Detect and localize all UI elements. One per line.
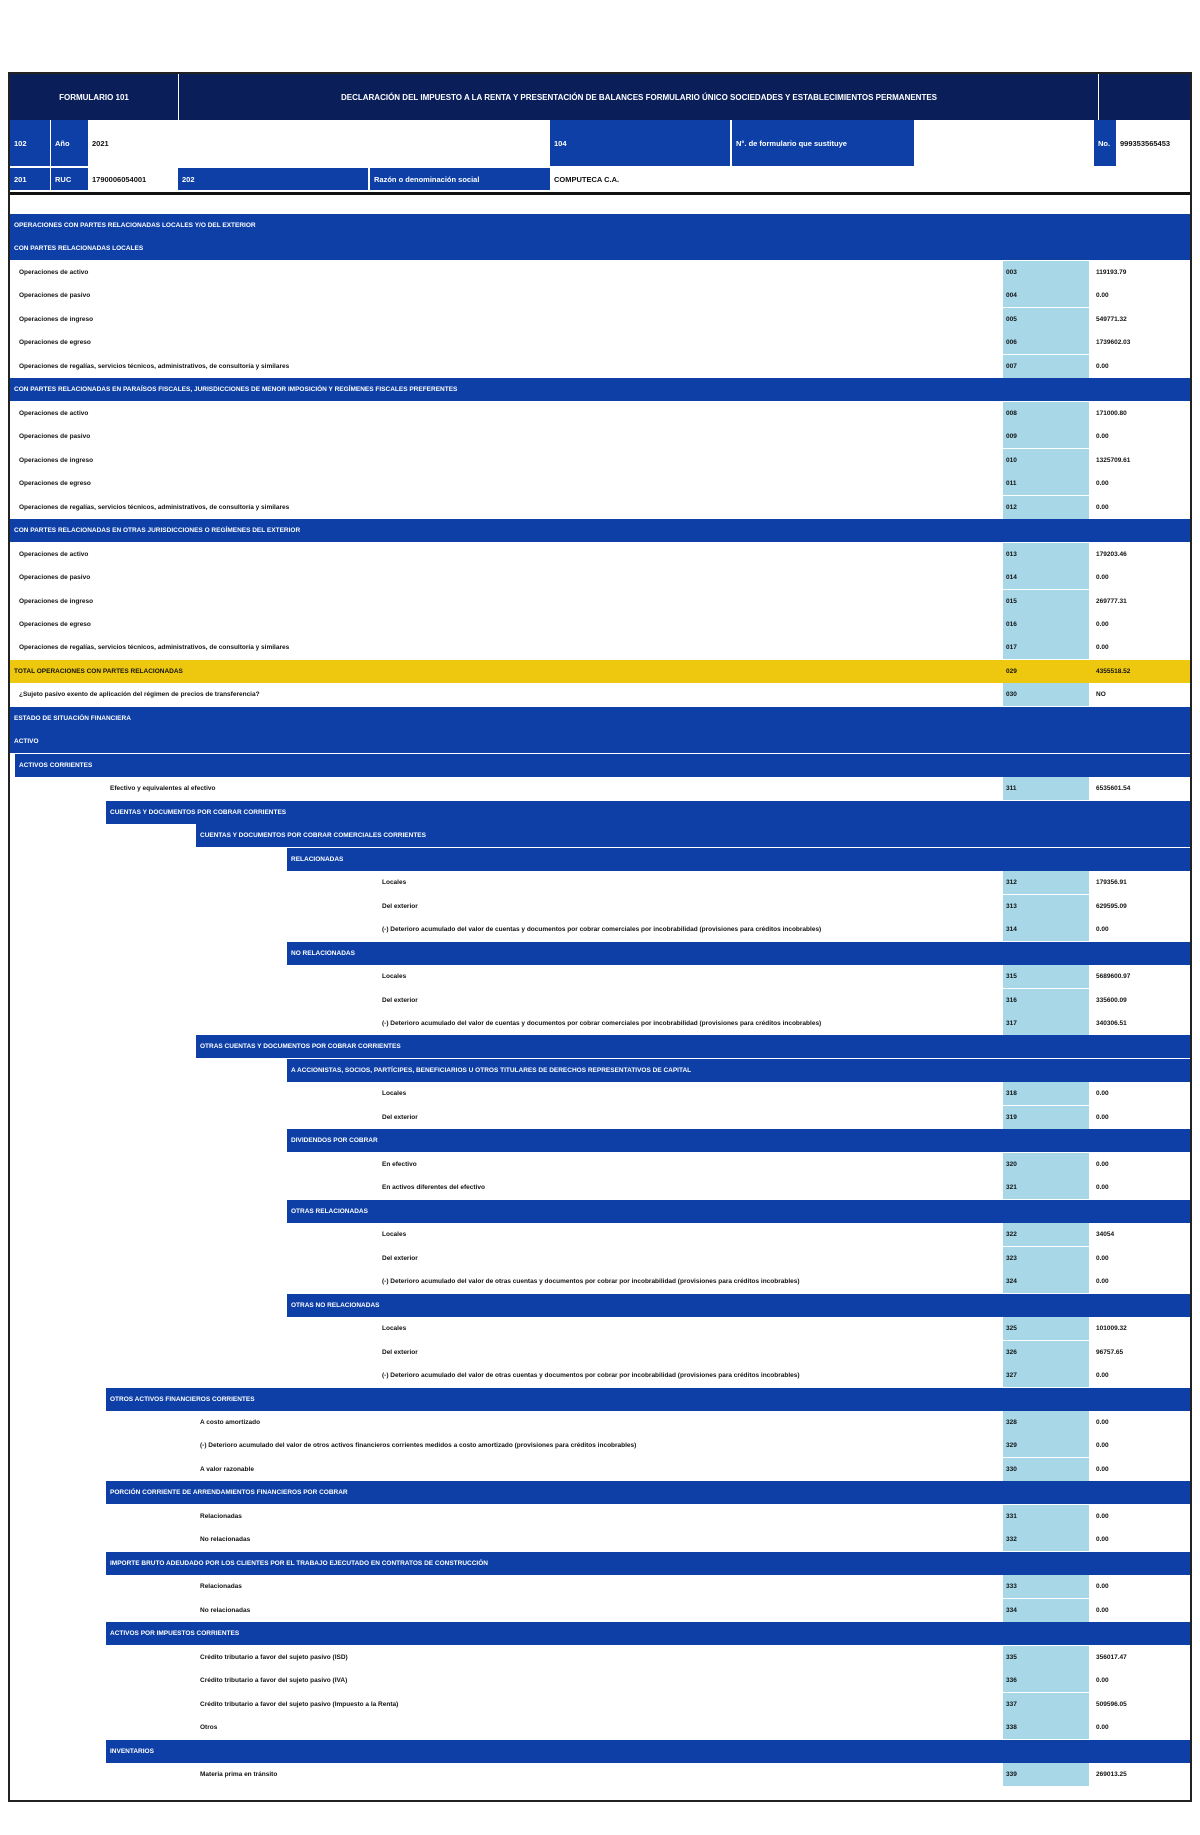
item-label: Del exterior xyxy=(382,902,418,910)
line-item-row xyxy=(10,871,1190,894)
code-104: 104 xyxy=(550,120,730,166)
field-value[interactable]: 340306.51 xyxy=(1096,1019,1127,1027)
section-header-row xyxy=(10,707,1190,730)
section-label: OTRAS CUENTAS Y DOCUMENTOS POR COBRAR CORRIENTES xyxy=(196,1035,1190,1058)
form-title: DECLARACIÓN DEL IMPUESTO A LA RENTA Y PRESENTACIÓN DE BALANCES FORMULARIO ÚNICO SOCIEDADES Y ESTABLECIMIENTOS PERMANENTES xyxy=(340,92,938,102)
section-header-row xyxy=(10,1622,1190,1645)
field-value[interactable]: 509596.05 xyxy=(1096,1700,1127,1708)
field-value[interactable]: 0.00 xyxy=(1096,1677,1109,1685)
field-code: 317 xyxy=(1003,1012,1089,1035)
section-label: ACTIVO xyxy=(10,730,1190,753)
field-code: 012 xyxy=(1003,496,1089,519)
item-label: Operaciones de egreso xyxy=(19,339,91,347)
line-item-row xyxy=(10,472,1190,495)
code-201: 201 xyxy=(10,168,50,190)
line-item-row xyxy=(10,1575,1190,1598)
line-item-row xyxy=(10,331,1190,354)
field-value[interactable]: 0.00 xyxy=(1096,292,1109,300)
field-value[interactable]: 0.00 xyxy=(1096,1583,1109,1591)
field-value[interactable]: 34054 xyxy=(1096,1231,1115,1239)
field-code: 321 xyxy=(1003,1176,1089,1199)
item-label: Locales xyxy=(382,1090,407,1098)
section-header-row xyxy=(10,1294,1190,1317)
field-code: 319 xyxy=(1003,1106,1089,1129)
line-item-row xyxy=(10,1223,1190,1246)
section-header-row xyxy=(10,519,1190,542)
item-label: Operaciones de activo xyxy=(19,550,89,558)
field-code: 030 xyxy=(1003,683,1089,706)
section-header-row xyxy=(10,754,1190,777)
replaced-form-number-label: N°. de formulario que sustituye xyxy=(730,120,914,166)
field-code: 314 xyxy=(1003,918,1089,941)
line-item-row xyxy=(10,543,1190,566)
item-label: Locales xyxy=(382,1325,407,1333)
section-header-row xyxy=(10,1059,1190,1082)
item-label: (-) Deterioro acumulado del valor de otras cuentas y documentos por cobrar por incobrabilidad (provisiones para créditos incobrables) xyxy=(382,1278,800,1286)
field-value[interactable]: 0.00 xyxy=(1096,1536,1109,1544)
field-value[interactable]: 0.00 xyxy=(1096,362,1109,370)
section-header-row xyxy=(10,1481,1190,1504)
field-code: 005 xyxy=(1003,308,1089,331)
field-code: 316 xyxy=(1003,989,1089,1012)
field-code: 009 xyxy=(1003,425,1089,448)
item-label: No relacionadas xyxy=(200,1606,251,1614)
field-code: 333 xyxy=(1003,1575,1089,1598)
item-label: (-) Deterioro acumulado del valor de cuentas y documentos por cobrar comerciales por incobrabilidad (provisiones para créditos incobrables) xyxy=(382,926,822,934)
line-item-row xyxy=(10,918,1190,941)
item-label: Operaciones de activo xyxy=(19,409,89,417)
field-value[interactable]: 0.00 xyxy=(1096,1090,1109,1098)
field-value[interactable]: 0.00 xyxy=(1096,926,1109,934)
year-label: Año xyxy=(50,120,88,166)
razon-social-label: Razón o denominación social xyxy=(368,168,550,190)
field-value[interactable]: 6535601.54 xyxy=(1096,785,1131,793)
line-item-row xyxy=(10,1341,1190,1364)
item-label: Efectivo y equivalentes al efectivo xyxy=(110,785,216,793)
line-item-row xyxy=(10,989,1190,1012)
line-item-row xyxy=(10,1270,1190,1293)
item-label: (-) Deterioro acumulado del valor de otros activos financieros corrientes medidos a costo amortizado (provisiones para créditos incobrables) xyxy=(200,1442,637,1450)
field-value[interactable]: 0.00 xyxy=(1096,1724,1109,1732)
section-label: CON PARTES RELACIONADAS EN OTRAS JURISDICCIONES O REGÍMENES DEL EXTERIOR xyxy=(10,519,1190,542)
section-label: INVENTARIOS xyxy=(106,1740,1190,1763)
item-label: Materia prima en tránsito xyxy=(200,1771,278,1779)
item-label: Del exterior xyxy=(382,1254,418,1262)
replaced-form-number-field[interactable] xyxy=(914,120,1094,166)
section-header-row xyxy=(10,1129,1190,1152)
code-202: 202 xyxy=(178,168,368,190)
field-value[interactable]: 0.00 xyxy=(1096,1512,1109,1520)
header-year-row xyxy=(10,120,1190,166)
field-code: 014 xyxy=(1003,566,1089,589)
section-header-row xyxy=(10,237,1190,260)
section-header-row xyxy=(10,1552,1190,1575)
item-label: Otros xyxy=(200,1724,218,1732)
field-code: 326 xyxy=(1003,1341,1089,1364)
field-code: 323 xyxy=(1003,1247,1089,1270)
field-code: 006 xyxy=(1003,331,1089,354)
field-code: 312 xyxy=(1003,871,1089,894)
field-code: 029 xyxy=(1003,660,1089,683)
item-label: Relacionadas xyxy=(200,1583,242,1591)
line-item-row xyxy=(10,284,1190,307)
section-header-row xyxy=(10,730,1190,753)
line-item-row xyxy=(10,1646,1190,1669)
line-item-row xyxy=(10,261,1190,284)
line-item-row xyxy=(10,402,1190,425)
item-label: A valor razonable xyxy=(200,1465,254,1473)
line-item-row xyxy=(10,425,1190,448)
section-header-row xyxy=(10,801,1190,824)
field-code: 008 xyxy=(1003,402,1089,425)
section-header-row xyxy=(10,824,1190,847)
line-item-row xyxy=(10,895,1190,918)
line-item-row xyxy=(10,590,1190,613)
section-label: CON PARTES RELACIONADAS LOCALES xyxy=(10,237,1190,260)
line-item-row xyxy=(10,613,1190,636)
line-item-row xyxy=(10,1669,1190,1692)
section-header-row xyxy=(10,378,1190,401)
line-item-row xyxy=(10,1176,1190,1199)
section-label: CON PARTES RELACIONADAS EN PARAÍSOS FISCALES, JURISDICCIONES DE MENOR IMPOSICIÓN Y REGÍMENES FISCALES PREFERENTES xyxy=(10,378,1190,401)
item-label: Crédito tributario a favor del sujeto pasivo (ISD) xyxy=(200,1653,348,1661)
field-value[interactable]: 0.00 xyxy=(1096,620,1109,628)
item-label: Operaciones de egreso xyxy=(19,620,91,628)
item-label: TOTAL OPERACIONES CON PARTES RELACIONADAS xyxy=(10,660,1190,683)
field-value[interactable]: 269013.25 xyxy=(1096,1771,1127,1779)
field-code: 311 xyxy=(1003,777,1089,800)
section-label: ACTIVOS POR IMPUESTOS CORRIENTES xyxy=(106,1622,1190,1645)
field-code: 324 xyxy=(1003,1270,1089,1293)
section-header-row xyxy=(10,1388,1190,1411)
field-value[interactable]: 335600.09 xyxy=(1096,996,1127,1004)
item-label: Operaciones de egreso xyxy=(19,480,91,488)
item-label: Operaciones de ingreso xyxy=(19,315,94,323)
no-field[interactable]: 999353565453 xyxy=(1116,120,1190,166)
field-value[interactable]: 0.00 xyxy=(1096,1418,1109,1426)
field-value[interactable]: 171000.80 xyxy=(1096,409,1127,417)
section-header-row xyxy=(10,214,1190,237)
field-value[interactable]: 269777.31 xyxy=(1096,597,1127,605)
form-header xyxy=(10,74,1190,120)
no-label: No. xyxy=(1094,120,1116,166)
line-item-row xyxy=(10,1247,1190,1270)
field-value[interactable]: 96757.65 xyxy=(1096,1348,1124,1356)
item-label: ¿Sujeto pasivo exento de aplicación del régimen de precios de transferencia? xyxy=(19,691,260,699)
field-code: 003 xyxy=(1003,261,1089,284)
item-label: En efectivo xyxy=(382,1160,417,1168)
section-label: NO RELACIONADAS xyxy=(287,942,1190,965)
field-code: 322 xyxy=(1003,1223,1089,1246)
field-value[interactable]: 4355518.52 xyxy=(1093,660,1190,683)
field-code: 013 xyxy=(1003,543,1089,566)
item-label: En activos diferentes del efectivo xyxy=(382,1184,485,1192)
section-label: OTRAS NO RELACIONADAS xyxy=(287,1294,1190,1317)
line-item-row xyxy=(10,1599,1190,1622)
field-code: 336 xyxy=(1003,1669,1089,1692)
field-code: 011 xyxy=(1003,472,1089,495)
line-item-row xyxy=(10,1528,1190,1551)
form-header-blank xyxy=(1098,74,1190,120)
field-code: 331 xyxy=(1003,1505,1089,1528)
item-label: Del exterior xyxy=(382,1348,418,1356)
section-label: ACTIVOS CORRIENTES xyxy=(15,754,1190,777)
line-item-row xyxy=(10,1716,1190,1739)
field-value[interactable]: 5689600.97 xyxy=(1096,973,1131,981)
line-item-row xyxy=(10,1317,1190,1340)
item-label: Operaciones de pasivo xyxy=(19,574,91,582)
item-label: Operaciones de ingreso xyxy=(19,456,94,464)
field-code: 329 xyxy=(1003,1434,1089,1457)
section-label: CUENTAS Y DOCUMENTOS POR COBRAR CORRIENTES xyxy=(106,801,1190,824)
field-code: 015 xyxy=(1003,590,1089,613)
line-item-row xyxy=(10,449,1190,472)
line-item-row xyxy=(10,1106,1190,1129)
field-code: 338 xyxy=(1003,1716,1089,1739)
item-label: Relacionadas xyxy=(200,1512,242,1520)
field-code: 332 xyxy=(1003,1528,1089,1551)
field-value[interactable]: 0.00 xyxy=(1096,1606,1109,1614)
section-label: ESTADO DE SITUACIÓN FINANCIERA xyxy=(10,707,1190,730)
field-code: 318 xyxy=(1003,1082,1089,1105)
line-item-row xyxy=(10,1153,1190,1176)
section-label: A ACCIONISTAS, SOCIOS, PARTÍCIPES, BENEFICIARIOS U OTROS TITULARES DE DERECHOS REPRESENTATIVOS DE CAPITAL xyxy=(287,1059,1190,1082)
ruc-label: RUC xyxy=(50,168,88,190)
line-item-row xyxy=(10,1434,1190,1457)
item-label: (-) Deterioro acumulado del valor de otras cuentas y documentos por cobrar por incobrabilidad (provisiones para créditos incobrables) xyxy=(382,1372,800,1380)
line-item-row xyxy=(10,1012,1190,1035)
field-value[interactable]: 179203.46 xyxy=(1096,550,1127,558)
field-code: 337 xyxy=(1003,1693,1089,1716)
item-label: Operaciones de activo xyxy=(19,268,89,276)
line-item-row xyxy=(10,1693,1190,1716)
line-item-row xyxy=(10,355,1190,378)
field-value[interactable]: 0.00 xyxy=(1096,1184,1109,1192)
field-value[interactable]: 0.00 xyxy=(1096,1254,1109,1262)
item-label: Operaciones de regalías, servicios técnicos, administrativos, de consultoría y similares xyxy=(19,362,290,370)
field-value[interactable]: 356017.47 xyxy=(1096,1653,1127,1661)
field-code: 328 xyxy=(1003,1411,1089,1434)
line-item-row xyxy=(10,777,1190,800)
field-value[interactable]: 0.00 xyxy=(1096,1113,1109,1121)
field-value[interactable]: 1325709.61 xyxy=(1096,456,1131,464)
field-value[interactable]: 629595.09 xyxy=(1096,902,1127,910)
field-value[interactable]: 119193.79 xyxy=(1096,268,1127,276)
item-label: Del exterior xyxy=(382,1113,418,1121)
section-label: OPERACIONES CON PARTES RELACIONADAS LOCALES Y/O DEL EXTERIOR xyxy=(10,214,1190,237)
field-value[interactable]: 101009.32 xyxy=(1096,1325,1127,1333)
field-value[interactable]: 0.00 xyxy=(1096,574,1109,582)
ruc-field[interactable]: 1790006054001 xyxy=(88,168,178,190)
field-code: 320 xyxy=(1003,1153,1089,1176)
line-item-row xyxy=(10,1458,1190,1481)
section-header-row xyxy=(10,848,1190,871)
field-code: 327 xyxy=(1003,1364,1089,1387)
line-item-row xyxy=(10,965,1190,988)
field-code: 004 xyxy=(1003,284,1089,307)
field-value[interactable]: 0.00 xyxy=(1096,1465,1109,1473)
section-label: RELACIONADAS xyxy=(287,848,1190,871)
field-code: 007 xyxy=(1003,355,1089,378)
field-value[interactable]: 549771.32 xyxy=(1096,315,1127,323)
field-code: 010 xyxy=(1003,449,1089,472)
item-label: Operaciones de pasivo xyxy=(19,433,91,441)
tax-form xyxy=(8,72,1192,1802)
line-item-row xyxy=(10,1763,1190,1786)
field-value[interactable]: 0.00 xyxy=(1096,1442,1109,1450)
section-header-row xyxy=(10,1200,1190,1223)
item-label: (-) Deterioro acumulado del valor de cuentas y documentos por cobrar comerciales por incobrabilidad (provisiones para créditos incobrables) xyxy=(382,1019,822,1027)
field-code: 315 xyxy=(1003,965,1089,988)
item-label: Crédito tributario a favor del sujeto pasivo (Impuesto a la Renta) xyxy=(200,1700,399,1708)
field-value[interactable]: 0.00 xyxy=(1096,503,1109,511)
line-item-row xyxy=(10,1411,1190,1434)
line-item-row xyxy=(10,1505,1190,1528)
item-label: Operaciones de pasivo xyxy=(19,292,91,300)
section-header-row xyxy=(10,942,1190,965)
header-ruc-row xyxy=(10,168,1190,190)
field-code: 313 xyxy=(1003,895,1089,918)
section-label: PORCIÓN CORRIENTE DE ARRENDAMIENTOS FINANCIEROS POR COBRAR xyxy=(106,1481,1190,1504)
section-label: CUENTAS Y DOCUMENTOS POR COBRAR COMERCIALES CORRIENTES xyxy=(196,824,1190,847)
field-code: 325 xyxy=(1003,1317,1089,1340)
item-label: Operaciones de regalías, servicios técnicos, administrativos, de consultoría y similares xyxy=(19,644,290,652)
item-label: Operaciones de ingreso xyxy=(19,597,94,605)
field-value[interactable]: 0.00 xyxy=(1096,644,1109,652)
field-value[interactable]: 0.00 xyxy=(1096,1278,1109,1286)
year-field[interactable]: 2021 xyxy=(88,120,550,166)
field-value[interactable]: 0.00 xyxy=(1096,1372,1109,1380)
field-code: 339 xyxy=(1003,1763,1089,1786)
field-code: 335 xyxy=(1003,1646,1089,1669)
line-item-row xyxy=(10,1082,1190,1105)
line-item-row xyxy=(10,308,1190,331)
field-value[interactable]: NO xyxy=(1096,691,1106,699)
field-code: 330 xyxy=(1003,1458,1089,1481)
line-item-row xyxy=(10,636,1190,659)
form-number-label: FORMULARIO 101 xyxy=(10,74,179,120)
razon-social-field[interactable]: COMPUTECA C.A. xyxy=(550,168,1190,190)
section-label: DIVIDENDOS POR COBRAR xyxy=(287,1129,1190,1152)
line-item-row xyxy=(10,683,1190,706)
field-value[interactable]: 179356.91 xyxy=(1096,879,1127,887)
field-value[interactable]: 1739602.03 xyxy=(1096,339,1131,347)
header-divider xyxy=(10,192,1190,195)
field-code: 017 xyxy=(1003,636,1089,659)
field-code: 334 xyxy=(1003,1599,1089,1622)
line-item-row xyxy=(10,566,1190,589)
item-label: Locales xyxy=(382,1231,407,1239)
item-label: Operaciones de regalías, servicios técnicos, administrativos, de consultoría y similares xyxy=(19,503,290,511)
code-102: 102 xyxy=(10,120,50,166)
section-label: OTROS ACTIVOS FINANCIEROS CORRIENTES xyxy=(106,1388,1190,1411)
item-label: No relacionadas xyxy=(200,1536,251,1544)
section-header-row xyxy=(10,1740,1190,1763)
field-value[interactable]: 0.00 xyxy=(1096,480,1109,488)
item-label: Del exterior xyxy=(382,996,418,1004)
field-code: 016 xyxy=(1003,613,1089,636)
section-label: OTRAS RELACIONADAS xyxy=(287,1200,1190,1223)
line-item-row xyxy=(10,1364,1190,1387)
total-row xyxy=(10,660,1190,683)
field-value[interactable]: 0.00 xyxy=(1096,1160,1109,1168)
section-label: IMPORTE BRUTO ADEUDADO POR LOS CLIENTES POR EL TRABAJO EJECUTADO EN CONTRATOS DE CONSTRUCCIÓN xyxy=(106,1552,1190,1575)
line-item-row xyxy=(10,496,1190,519)
section-header-row xyxy=(10,1035,1190,1058)
item-label: Crédito tributario a favor del sujeto pasivo (IVA) xyxy=(200,1677,348,1685)
item-label: A costo amortizado xyxy=(200,1418,261,1426)
field-value[interactable]: 0.00 xyxy=(1096,433,1109,441)
item-label: Locales xyxy=(382,973,407,981)
item-label: Locales xyxy=(382,879,407,887)
